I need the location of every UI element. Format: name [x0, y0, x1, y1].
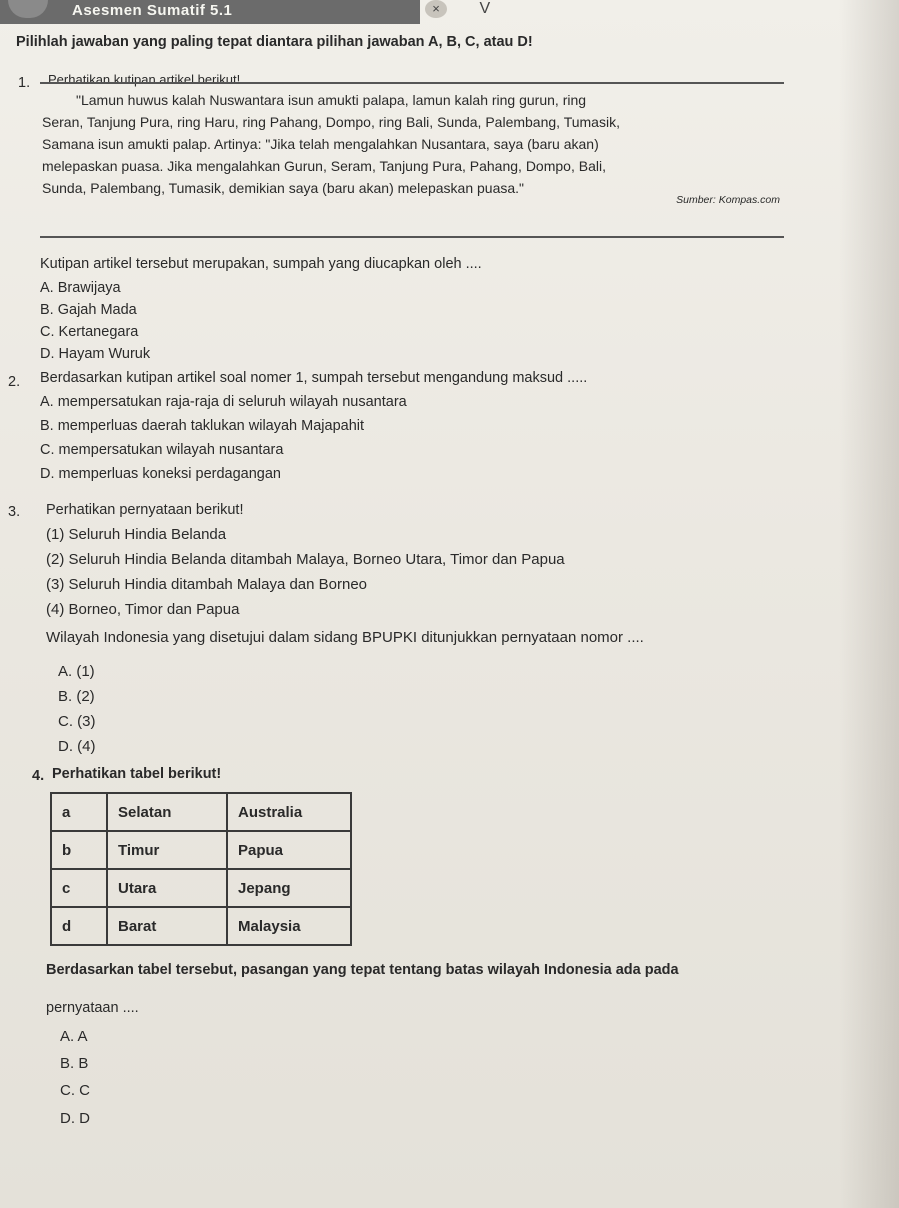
table-row	[51, 793, 351, 831]
q4-option-a[interactable]: A. A	[60, 1028, 88, 1045]
page-shadow	[839, 0, 899, 1208]
q1-number: 1.	[18, 75, 31, 91]
table-cell: Utara	[107, 869, 227, 907]
q4-option-c[interactable]: C. C	[60, 1082, 90, 1099]
table-cell: Timur	[107, 831, 227, 869]
q3-option-d[interactable]: D. (4)	[58, 738, 96, 755]
table-row	[51, 869, 351, 907]
q3-statement-1: (1) Seluruh Hindia Belanda	[46, 526, 227, 543]
q4-option-d[interactable]: D. D	[60, 1110, 90, 1127]
article-line: melepaskan puasa. Jika mengalahkan Gurun, Seram, Tanjung Pura, Pahang, Dompo, Bali,	[42, 158, 606, 174]
article-line: Sunda, Palembang, Tumasik, demikian saya (baru akan) melepaskan puasa."	[42, 180, 525, 196]
article-source: Sumber: Kompas.com	[676, 194, 780, 206]
table-cell: Barat	[107, 907, 227, 945]
q1-option-c[interactable]: C. Kertanegara	[40, 324, 139, 340]
q4-prompt: Perhatikan tabel berikut!	[52, 766, 222, 782]
q1-option-b[interactable]: B. Gajah Mada	[40, 302, 137, 318]
table-row	[51, 907, 351, 945]
q3-statement-4: (4) Borneo, Timor dan Papua	[46, 601, 240, 618]
header-banner	[0, 0, 420, 24]
boundary-table	[50, 792, 352, 946]
close-icon[interactable]: ×	[425, 0, 447, 18]
q2-number: 2.	[8, 374, 21, 390]
q3-option-b[interactable]: B. (2)	[58, 688, 95, 705]
table-cell: Jepang	[227, 869, 351, 907]
q2-option-b[interactable]: B. memperluas daerah taklukan wilayah Majapahit	[40, 418, 365, 434]
check-icon: V	[479, 0, 491, 17]
table-cell: c	[51, 869, 107, 907]
q2-option-d[interactable]: D. memperluas koneksi perdagangan	[40, 466, 281, 482]
article-line: Seran, Tanjung Pura, ring Haru, ring Pahang, Dompo, ring Bali, Sunda, Palembang, Tumasik,	[42, 114, 620, 130]
q1-prompt: Perhatikan kutipan artikel berikut!	[48, 72, 241, 87]
article-line: Samana isun amukti palap. Artinya: "Jika telah mengalahkan Nusantara, saya (baru akan)	[42, 136, 599, 152]
q1-question: Kutipan artikel tersebut merupakan, sumpah yang diucapkan oleh ....	[40, 256, 482, 272]
table-cell: d	[51, 907, 107, 945]
article-box	[40, 82, 784, 238]
q4-number: 4.	[32, 768, 45, 784]
q2-option-a[interactable]: A. mempersatukan raja-raja di seluruh wilayah nusantara	[40, 394, 407, 410]
table-cell: Australia	[227, 793, 351, 831]
q2-question: Berdasarkan kutipan artikel soal nomer 1, sumpah tersebut mengandung maksud .....	[40, 370, 588, 386]
logo-icon	[8, 0, 48, 18]
q1-option-d[interactable]: D. Hayam Wuruk	[40, 346, 151, 362]
q4-option-b[interactable]: B. B	[60, 1055, 89, 1072]
q3-option-c[interactable]: C. (3)	[58, 713, 96, 730]
q4-question-cont: pernyataan ....	[46, 1000, 139, 1016]
header-icons	[425, 0, 518, 18]
q3-number: 3.	[8, 504, 21, 520]
q3-prompt: Perhatikan pernyataan berikut!	[46, 502, 244, 518]
q1-option-a[interactable]: A. Brawijaya	[40, 280, 121, 296]
q4-question: Berdasarkan tabel tersebut, pasangan yang tepat tentang batas wilayah Indonesia ada pada	[46, 962, 679, 978]
q3-question: Wilayah Indonesia yang disetujui dalam sidang BPUPKI ditunjukkan pernyataan nomor ....	[46, 629, 644, 646]
q2-option-c[interactable]: C. mempersatukan wilayah nusantara	[40, 442, 284, 458]
q3-option-a[interactable]: A. (1)	[58, 663, 95, 680]
instruction: Pilihlah jawaban yang paling tepat diantara pilihan jawaban A, B, C, atau D!	[16, 34, 533, 50]
q3-statement-2: (2) Seluruh Hindia Belanda ditambah Malaya, Borneo Utara, Timor dan Papua	[46, 551, 565, 568]
table-cell: Malaysia	[227, 907, 351, 945]
table-cell: Papua	[227, 831, 351, 869]
table-cell: Selatan	[107, 793, 227, 831]
table-row	[51, 831, 351, 869]
q3-statement-3: (3) Seluruh Hindia ditambah Malaya dan Borneo	[46, 576, 368, 593]
page-title: Asesmen Sumatif 5.1	[72, 2, 233, 19]
table-cell: b	[51, 831, 107, 869]
article-line: "Lamun huwus kalah Nuswantara isun amukti palapa, lamun kalah ring gurun, ring	[76, 92, 587, 108]
table-cell: a	[51, 793, 107, 831]
